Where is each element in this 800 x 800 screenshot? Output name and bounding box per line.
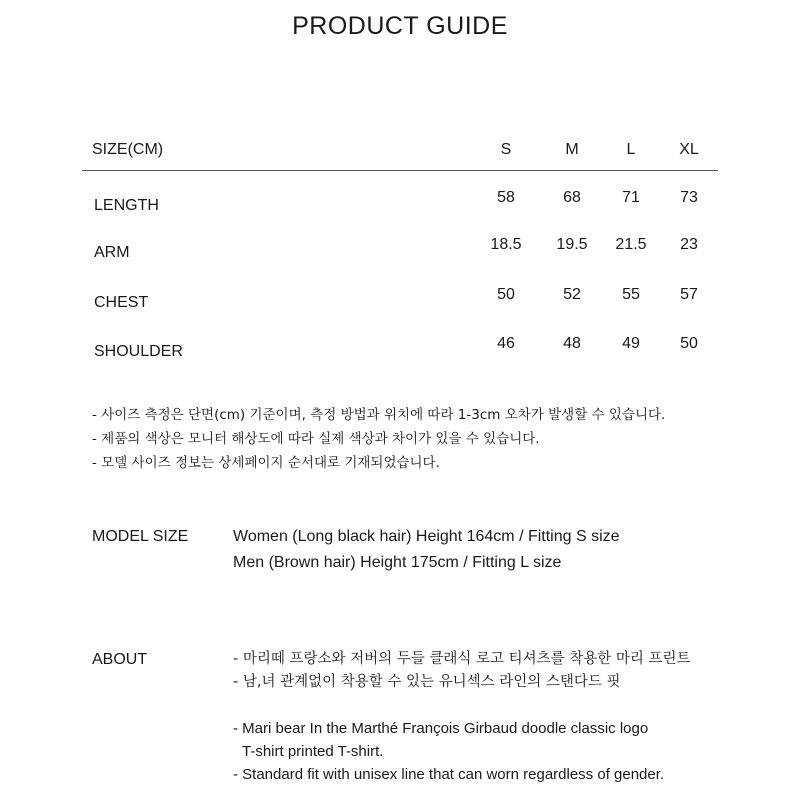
row-value: 46 xyxy=(497,335,515,352)
row-value: 73 xyxy=(680,189,698,206)
row-value: 50 xyxy=(680,335,698,352)
size-table-header xyxy=(82,136,718,170)
row-value: 21.5 xyxy=(615,236,647,253)
row-label: CHEST xyxy=(94,294,149,311)
page-title: PRODUCT GUIDE xyxy=(292,12,508,40)
about-english-line: - Mari bear In the Marthé François Girbaud doodle classic logo xyxy=(233,720,649,737)
size-header-m: M xyxy=(565,141,579,158)
table-row-arm xyxy=(82,236,718,264)
model-size-line: Men (Brown hair) Height 175cm / Fitting L size xyxy=(233,554,562,571)
size-notes xyxy=(92,403,665,475)
about-korean-line: - 마리떼 프랑소와 저버의 두들 클래식 로고 티셔츠를 착용한 마리 프린트 xyxy=(233,651,691,667)
row-value: 58 xyxy=(497,189,515,206)
row-value: 52 xyxy=(563,286,581,303)
row-value: 18.5 xyxy=(490,236,522,253)
row-value: 49 xyxy=(622,335,640,352)
table-row-chest xyxy=(82,286,718,314)
table-row-length xyxy=(82,189,718,217)
row-value: 19.5 xyxy=(556,236,588,253)
model-size-info xyxy=(233,524,620,576)
row-value: 48 xyxy=(563,335,581,352)
size-table xyxy=(82,136,718,360)
row-value: 57 xyxy=(680,286,698,303)
model-size-line: Women (Long black hair) Height 164cm / Fitting S size xyxy=(233,528,620,545)
row-value: 50 xyxy=(497,286,515,303)
table-row-shoulder xyxy=(82,335,718,363)
about-english-line: - Standard fit with unisex line that can worn regardless of gender. xyxy=(233,766,665,783)
row-value: 71 xyxy=(622,189,640,206)
table-divider xyxy=(82,170,718,171)
row-label: LENGTH xyxy=(94,197,159,214)
row-label: ARM xyxy=(94,244,130,261)
note-line: - 사이즈 측정은 단면(cm) 기준이며, 측정 방법과 위치에 따라 1-3cm 오차가 발생할 수 있습니다. xyxy=(92,407,666,423)
model-size-label: MODEL SIZE xyxy=(92,528,189,545)
size-header-s: S xyxy=(500,141,512,158)
about-english-line: T-shirt printed T-shirt. xyxy=(242,743,384,760)
note-line: - 제품의 색상은 모니터 해상도에 따라 실제 색상과 차이가 있을 수 있습니다. xyxy=(92,431,540,447)
about-label: ABOUT xyxy=(92,651,148,668)
row-value: 55 xyxy=(622,286,640,303)
row-label: SHOULDER xyxy=(94,343,183,360)
row-value: 23 xyxy=(680,236,698,253)
size-header-label: SIZE(CM) xyxy=(92,141,164,158)
note-line: - 모델 사이즈 정보는 상세페이지 순서대로 기재되었습니다. xyxy=(92,455,440,471)
size-header-xl: XL xyxy=(679,141,699,158)
about-description xyxy=(233,648,691,786)
row-value: 68 xyxy=(563,189,581,206)
about-spacer xyxy=(233,694,691,717)
about-korean-line: - 남,녀 관계없이 착용할 수 있는 유니섹스 라인의 스탠다드 핏 xyxy=(233,674,621,690)
size-header-l: L xyxy=(626,141,636,158)
